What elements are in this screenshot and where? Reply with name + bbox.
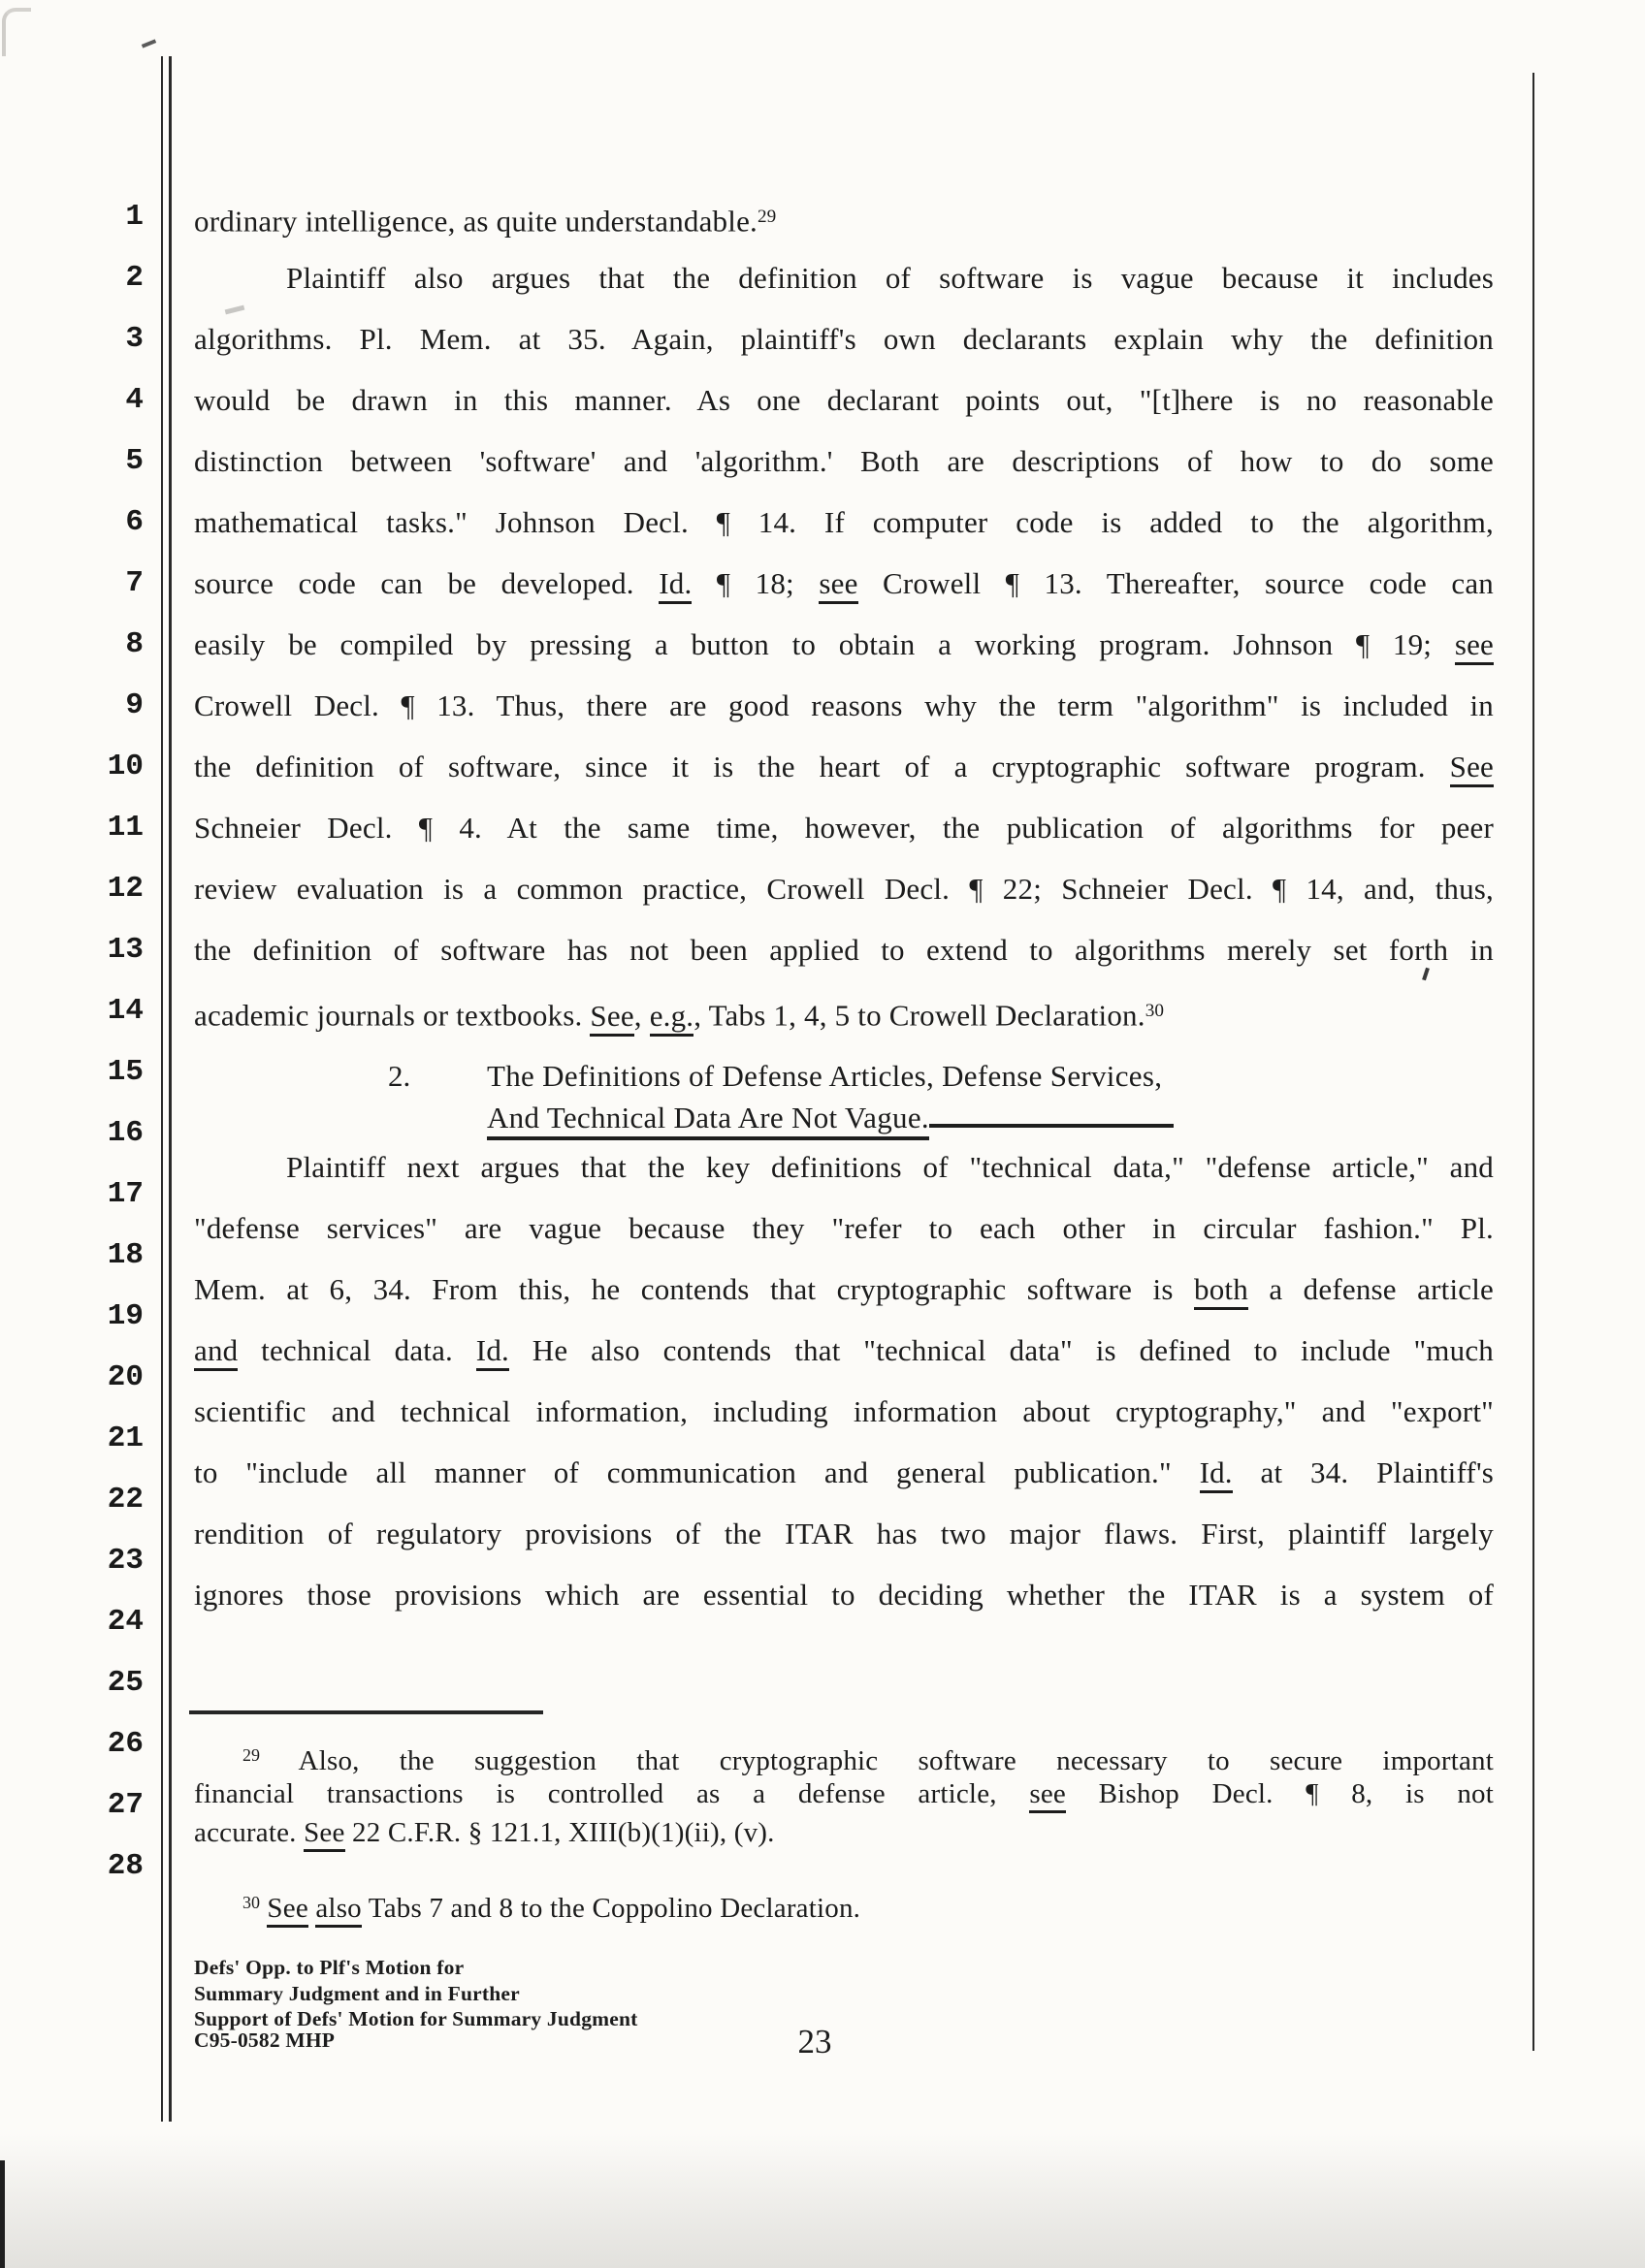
body-line-2	[194, 258, 1494, 299]
text-segment: scientific and technical information, including information about cryptography," and "export"	[194, 1394, 1494, 1428]
line-number-21: 21	[107, 1421, 144, 1455]
text-segment: Crowell ¶ 13. Thereafter, source code can	[857, 566, 1495, 600]
footer-line-1: Defs' Opp. to Plf's Motion for	[194, 1956, 465, 1979]
line-number-5: 5	[125, 444, 144, 478]
line-number-12: 12	[107, 872, 144, 906]
underlined-citation: also	[315, 1893, 362, 1928]
line-number-22: 22	[107, 1483, 144, 1517]
line-number-2: 2	[125, 261, 144, 295]
line-number-14: 14	[107, 994, 144, 1028]
heading-line-1: The Definitions of Defense Articles, Defense Services,	[487, 1059, 1163, 1093]
paragraph2-line-8	[194, 1575, 1494, 1615]
line-number-25: 25	[107, 1666, 144, 1700]
underlined-citation: and	[194, 1333, 238, 1371]
line-number-15: 15	[107, 1055, 144, 1089]
text-segment: Mem. at 6, 34. From this, he contends that cryptographic software is	[194, 1272, 1194, 1306]
line-number-3: 3	[125, 322, 144, 356]
left-double-rule-inner	[169, 56, 172, 2122]
text-segment: the definition of software has not been applied to extend to algorithms merely set forth in	[194, 933, 1494, 967]
text-segment: Plaintiff next argues that the key definitions of "technical data," "defense article," and	[286, 1150, 1494, 1184]
text-segment: "defense services" are vague because they "refer to each other in circular fashion." Pl.	[194, 1211, 1494, 1245]
text-segment: would be drawn in this manner. As one declarant points out, "[t]here is no reasonable	[194, 383, 1494, 417]
text-segment: mathematical tasks." Johnson Decl. ¶ 14. If computer code is added to the algorithm,	[194, 505, 1494, 539]
scan-bottom-shadow	[0, 2133, 1645, 2268]
line-number-28: 28	[107, 1849, 144, 1883]
line-number-13: 13	[107, 933, 144, 967]
left-double-rule-outer	[161, 56, 163, 2122]
line-number-26: 26	[107, 1727, 144, 1761]
body-line-7	[194, 563, 1494, 604]
page-number: 23	[797, 2023, 832, 2060]
text-segment: He also contends that "technical data" is defined to include "much	[508, 1333, 1494, 1367]
text-segment: Also, the suggestion that cryptographic software necessary to secure important	[259, 1744, 1494, 1776]
underlined-citation: Id.	[476, 1333, 509, 1371]
underlined-citation: see	[1029, 1778, 1066, 1813]
body-line-11	[194, 808, 1494, 848]
underlined-citation: See	[1450, 750, 1494, 787]
line-number-9: 9	[125, 688, 144, 722]
footnote-marker: 29	[757, 207, 777, 227]
footnote-marker: 30	[242, 1893, 260, 1912]
line-number-11: 11	[107, 811, 144, 845]
heading-line-2	[487, 1092, 1174, 1138]
text-segment: Schneier Decl. ¶ 4. At the same time, however, the publication of algorithms for peer	[194, 811, 1494, 845]
text-segment: Crowell Decl. ¶ 13. Thus, there are good reasons why the term "algorithm" is included in	[194, 688, 1494, 722]
body-line-1	[194, 197, 1494, 238]
line-number-19: 19	[107, 1299, 144, 1333]
line-number-18: 18	[107, 1238, 144, 1272]
body-line-6	[194, 502, 1494, 543]
text-segment: ¶ 18;	[692, 566, 820, 600]
text-segment: algorithms. Pl. Mem. at 35. Again, plaintiff's own declarants explain why the definition	[194, 322, 1494, 356]
paragraph2-line-5	[194, 1391, 1494, 1432]
text-segment: ,	[633, 998, 650, 1033]
body-line-3	[194, 319, 1494, 360]
text-segment: Tabs 7 and 8 to the Coppolino Declaration.	[361, 1892, 861, 1924]
paragraph2-line-4	[194, 1330, 1494, 1371]
underlined-citation: Id.	[1200, 1455, 1233, 1493]
body-line-10	[194, 747, 1494, 787]
body-line-12	[194, 869, 1494, 910]
underlined-citation: See	[304, 1817, 344, 1852]
footer-line-3: Support of Defs' Motion for Summary Judgment	[194, 2007, 638, 2030]
right-margin-rule	[1532, 73, 1534, 2051]
line-number-7: 7	[125, 566, 144, 600]
underlined-citation: Id.	[659, 566, 692, 604]
underlined-citation: see	[1455, 627, 1494, 665]
paragraph2-line-1	[194, 1147, 1494, 1188]
footnote-separator	[189, 1710, 543, 1714]
scan-corner-mark	[2, 8, 31, 56]
text-segment: ordinary intelligence, as quite understandable.	[194, 204, 758, 239]
scan-left-edge-strip	[0, 2160, 5, 2268]
text-segment: Bishop Decl. ¶ 8, is not	[1065, 1778, 1494, 1809]
text-segment: 22 C.F.R. § 121.1, XIII(b)(1)(ii), (v).	[344, 1817, 775, 1848]
underlined-citation: see	[819, 566, 857, 604]
heading-number: 2.	[388, 1059, 411, 1093]
scan-smudge	[225, 305, 245, 315]
line-number-4: 4	[125, 383, 144, 417]
line-number-10: 10	[107, 750, 144, 783]
line-number-16: 16	[107, 1116, 144, 1150]
footnote30-line-1	[194, 1883, 1494, 1922]
underlined-citation: See	[267, 1893, 307, 1928]
line-number-23: 23	[107, 1544, 144, 1578]
footnote29-line-2	[194, 1774, 1494, 1813]
line-number-8: 8	[125, 627, 144, 661]
heading-underline-extension	[929, 1092, 1174, 1128]
paragraph2-line-6	[194, 1453, 1494, 1493]
footer-line-2: Summary Judgment and in Further	[194, 1982, 520, 2005]
text-segment: distinction between 'software' and 'algorithm.' Both are descriptions of how to do some	[194, 444, 1494, 478]
line-number-27: 27	[107, 1788, 144, 1822]
text-segment: a defense article	[1247, 1272, 1494, 1306]
paragraph2-line-2	[194, 1208, 1494, 1249]
text-segment: easily be compiled by pressing a button to obtain a working program. Johnson ¶ 19;	[194, 627, 1455, 661]
line-number-6: 6	[125, 505, 144, 539]
body-line-14	[194, 991, 1494, 1032]
footnote-marker: 30	[1145, 1001, 1164, 1021]
underlined-citation: See	[590, 999, 633, 1037]
text-segment: academic journals or textbooks.	[194, 998, 591, 1033]
heading-line-2-text: And Technical Data Are Not Vague.	[487, 1101, 929, 1140]
line-number-17: 17	[107, 1177, 144, 1211]
text-segment: financial transactions is controlled as a defense article,	[194, 1778, 1030, 1809]
line-number-24: 24	[107, 1605, 144, 1639]
body-line-13	[194, 930, 1494, 971]
footnote29-line-1	[194, 1736, 1494, 1774]
text-segment: ignores those provisions which are essential to deciding whether the ITAR is a system of	[194, 1578, 1494, 1612]
text-segment: rendition of regulatory provisions of the ITAR has two major flaws. First, plaintiff largely	[194, 1517, 1494, 1550]
text-segment: source code can be developed.	[194, 566, 660, 600]
text-segment: the definition of software, since it is the heart of a cryptographic software program.	[194, 750, 1450, 783]
body-line-4	[194, 380, 1494, 421]
line-number-20: 20	[107, 1360, 144, 1394]
underlined-citation: both	[1194, 1272, 1248, 1310]
text-segment: at 34. Plaintiff's	[1232, 1455, 1494, 1489]
line-number-1: 1	[125, 200, 144, 234]
text-segment: review evaluation is a common practice, Crowell Decl. ¶ 22; Schneier Decl. ¶ 14, and, thus,	[194, 872, 1494, 906]
body-line-9	[194, 686, 1494, 726]
footnote29-line-3	[194, 1813, 1494, 1852]
text-segment: , Tabs 1, 4, 5 to Crowell Declaration.	[693, 998, 1145, 1033]
text-segment: to "include all manner of communication and general publication."	[194, 1455, 1200, 1489]
body-line-8	[194, 624, 1494, 665]
text-segment: technical data.	[238, 1333, 476, 1367]
text-segment: Plaintiff also argues that the definition of software is vague because it includes	[286, 261, 1494, 295]
footer-line-4: C95-0582 MHP	[194, 2028, 336, 2052]
paragraph2-line-7	[194, 1514, 1494, 1554]
footnote-marker: 29	[242, 1745, 260, 1765]
body-line-5	[194, 441, 1494, 482]
paragraph2-line-3	[194, 1269, 1494, 1310]
text-segment: accurate.	[194, 1817, 305, 1848]
underlined-citation: e.g.	[650, 999, 694, 1037]
scan-tick-mark	[142, 39, 156, 48]
